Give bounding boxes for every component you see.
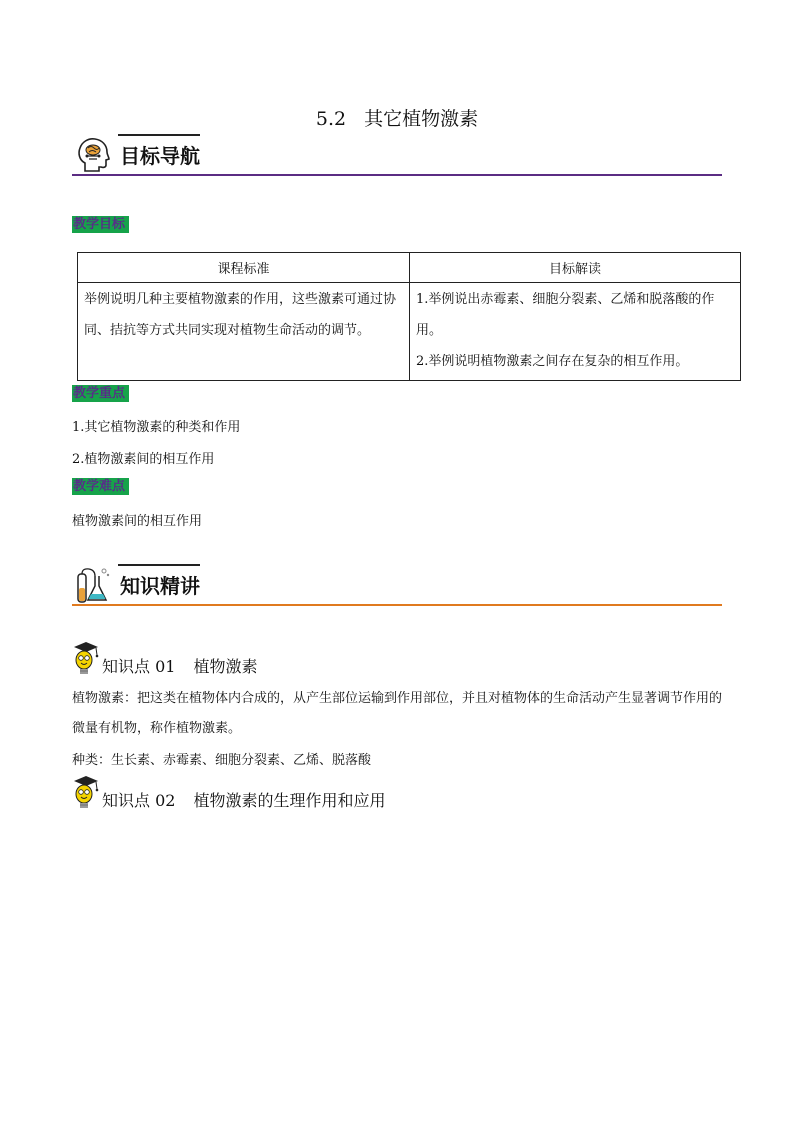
header-course-standard: 课程标准 bbox=[78, 253, 410, 283]
brain-head-icon bbox=[76, 136, 110, 174]
section-number: 5.2 bbox=[315, 108, 347, 130]
tag-difficulties: 教学难点 bbox=[72, 478, 129, 495]
section-title: 其它植物激素 bbox=[364, 108, 479, 130]
knowledge-point-02-title: 植物激素的生理作用和应用 bbox=[193, 791, 386, 810]
table-header-row bbox=[78, 253, 741, 283]
header-overline bbox=[118, 134, 200, 136]
interpretation-item-1: 1.举例说出赤霉素、细胞分裂素、乙烯和脱落酸的作用。 bbox=[416, 292, 715, 338]
knowledge-point-01-definition: 植物激素：把这类在植物体内合成的，从产生部位运输到作用部位，并且对植物体的生命活动产生显著调节作用的微量有机物，称作植物激素。 bbox=[72, 691, 723, 736]
graduate-bulb-icon bbox=[72, 640, 102, 678]
goal-navigation-header bbox=[72, 134, 722, 178]
goal-navigation-rule bbox=[72, 174, 722, 178]
document-title bbox=[0, 104, 794, 131]
knowledge-explanation-title: 知识精讲 bbox=[120, 574, 200, 598]
graduate-bulb-icon bbox=[72, 774, 102, 812]
knowledge-point-01-label bbox=[102, 654, 257, 677]
lab-flask-icon bbox=[76, 566, 110, 604]
knowledge-explanation-header bbox=[72, 564, 722, 608]
tag-teaching-goals: 教学目标 bbox=[72, 216, 129, 233]
cell-standard bbox=[78, 283, 410, 381]
standards-table bbox=[77, 252, 741, 381]
knowledge-point-01-types: 种类：生长素、赤霉素、细胞分裂素、乙烯、脱落酸 bbox=[72, 753, 372, 768]
interpretation-item-2: 2.举例说明植物激素之间存在复杂的相互作用。 bbox=[416, 354, 689, 369]
difficulty-1: 植物激素间的相互作用 bbox=[72, 514, 203, 529]
cell-interpretation bbox=[410, 283, 741, 381]
tag-key-points: 教学重点 bbox=[72, 385, 129, 402]
knowledge-point-01-title: 植物激素 bbox=[193, 657, 258, 676]
key-point-1: 1.其它植物激素的种类和作用 bbox=[72, 420, 241, 435]
knowledge-explanation-rule bbox=[72, 604, 722, 608]
knowledge-point-01-number: 知识点 01 bbox=[102, 657, 176, 676]
key-point-2: 2.植物激素间的相互作用 bbox=[72, 452, 215, 467]
standard-text: 举例说明几种主要植物激素的作用，这些激素可通过协同、拮抗等方式共同实现对植物生命活动的调节。 bbox=[84, 292, 397, 338]
goal-navigation-title: 目标导航 bbox=[120, 144, 200, 168]
header-goal-interpretation: 目标解读 bbox=[410, 253, 741, 283]
header-overline bbox=[118, 564, 200, 566]
table-row bbox=[78, 283, 741, 381]
knowledge-point-02-number: 知识点 02 bbox=[102, 791, 176, 810]
knowledge-point-02-label bbox=[102, 788, 385, 811]
